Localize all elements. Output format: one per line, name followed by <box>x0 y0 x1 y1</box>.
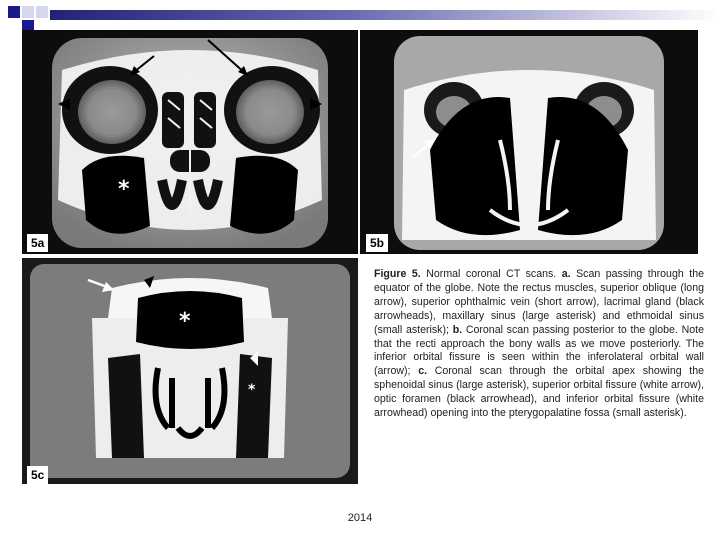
figure-title: Normal coronal CT scans. <box>426 268 557 280</box>
figure-caption <box>374 268 704 421</box>
ct-image-5a <box>22 30 358 254</box>
svg-text:*: * <box>179 309 191 334</box>
part-a-text: Scan passing through the equator of the globe. Note the rectus muscles, superior oblique (long arrow), superior ophthalmic vein (short arrow), lacrimal gland (black arrowheads), maxillary sinus (large asterisk) and ethmoidal sinus (small asterisk); <box>374 268 704 336</box>
part-a-label: a. <box>561 268 571 280</box>
figure-label: Figure 5. <box>374 268 421 280</box>
part-c-label: c. <box>418 365 428 378</box>
svg-text:*: * <box>248 382 256 398</box>
ct-scan-5c-graphic <box>22 258 358 484</box>
ct-scan-5a-graphic <box>22 30 358 254</box>
ct-image-5c <box>22 258 358 484</box>
panel-label-5a: 5a <box>27 234 48 252</box>
ct-scan-5b-graphic <box>360 30 698 254</box>
part-b-label: b. <box>452 323 463 336</box>
decor-square <box>36 6 48 18</box>
panel-label-5b: 5b <box>366 234 388 252</box>
part-c-text: Coronal scan through the orbital apex showing the sphenoidal sinus (large asterisk), superior orbital fissure (white arrow), optic foramen (black arrowhead), and inferior orbital fissure (white arrowhead) opening into the pterygopalatine fossa (small asterisk). <box>374 365 705 420</box>
decor-square <box>22 6 34 18</box>
panel-label-5c: 5c <box>27 466 48 484</box>
title-gradient-bar <box>50 10 720 20</box>
part-b-text: Coronal scan passing posterior to the globe. Note that the recti approach the bony walls as we move posteriorly. The inferior orbital fissure is seen within the inferolateral orbital wall (arrow); <box>374 323 704 378</box>
footer-year: 2014 <box>347 512 373 524</box>
svg-text:*: * <box>118 177 130 202</box>
decor-square <box>8 6 20 18</box>
ct-image-5b <box>360 30 698 254</box>
